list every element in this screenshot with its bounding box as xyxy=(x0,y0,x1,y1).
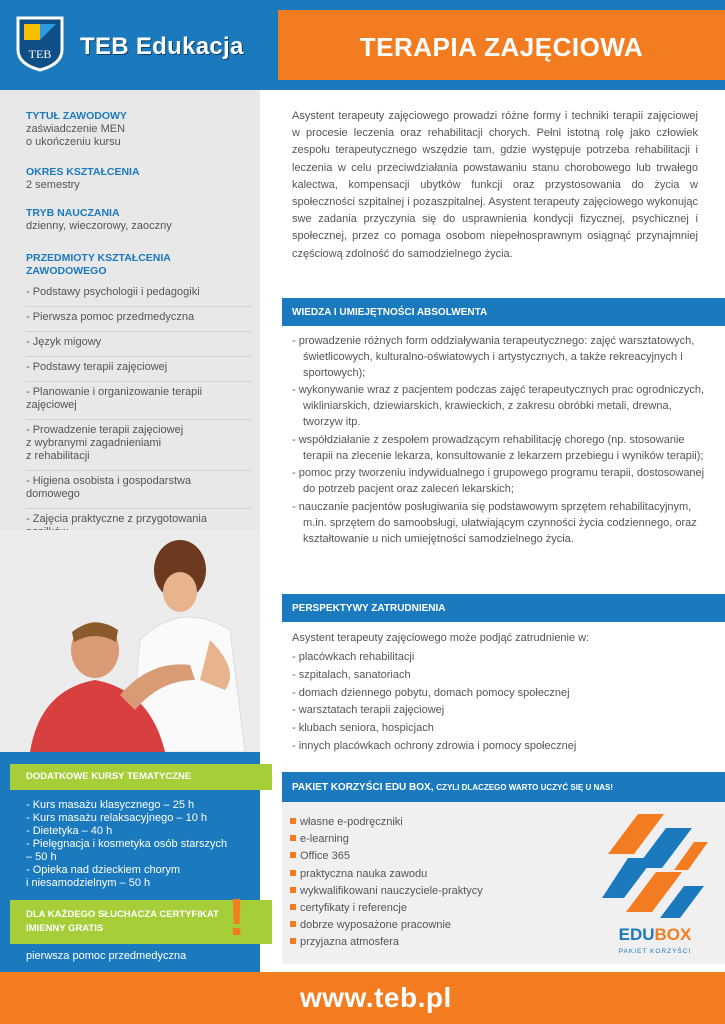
list-item: - Język migowy xyxy=(26,336,252,357)
skills-header xyxy=(282,298,725,326)
edubox-title-small: CZYLI DLACZEGO WARTO UCZYĆ SIĘ U NAS! xyxy=(436,783,614,792)
mode-value: dzienny, wieczorowy, zaoczny xyxy=(26,220,172,232)
edubox-title-main: PAKIET KORZYŚCI EDU BOX, xyxy=(292,782,434,793)
courses-list xyxy=(26,799,256,890)
benefits-list xyxy=(290,814,483,952)
subjects-label-2: ZAWODOWEGO xyxy=(26,265,107,277)
jobs-list xyxy=(292,650,712,757)
square-bullet-icon xyxy=(290,852,296,858)
benefit-text: praktyczna nauka zawodu xyxy=(300,867,428,880)
teb-shield-logo xyxy=(14,14,66,72)
list-item xyxy=(290,883,483,900)
list-item: - Zajęcia praktyczne z przygotowania xyxy=(26,513,207,525)
skills-list xyxy=(292,334,712,549)
list-item: - Kurs masażu klasycznego – 25 h xyxy=(26,799,195,811)
certificate-note: pierwsza pomoc przedmedyczna xyxy=(26,950,187,962)
mode-label: TRYB NAUCZANIA xyxy=(26,207,120,219)
page-footer xyxy=(0,972,725,1024)
subjects-heading xyxy=(26,252,171,278)
period-block xyxy=(26,166,140,192)
square-bullet-icon xyxy=(290,904,296,910)
exclamation-mark: ! xyxy=(228,889,246,947)
logo-word-edu: EDU xyxy=(618,925,655,944)
subjects-label-1: PRZEDMIOTY KSZTAŁCENIA xyxy=(26,252,171,264)
list-item: - warsztatach terapii zajęciowej xyxy=(292,704,445,717)
course-info-panel xyxy=(0,90,260,530)
square-bullet-icon xyxy=(290,870,296,876)
title-value-2: o ukończeniu kursu xyxy=(26,136,121,148)
title-label: TYTUŁ ZAWODOWY xyxy=(26,110,127,122)
benefit-text: własne e-podręczniki xyxy=(300,816,403,828)
logo-text: TEB xyxy=(28,47,52,61)
title-block xyxy=(26,110,127,149)
list-item xyxy=(290,814,483,831)
list-item: - Kurs masażu relaksacyjnego – 10 h xyxy=(26,812,207,824)
courses-header xyxy=(10,764,272,790)
therapy-photo xyxy=(0,530,260,752)
courses-title: DODATKOWE KURSY TEMATYCZNE xyxy=(26,771,192,782)
jobs-intro: Asystent terapeuty zajęciowego może podjąć zatrudnienie w: xyxy=(292,632,590,644)
period-value: 2 semestry xyxy=(26,179,80,191)
edubox-header xyxy=(282,772,725,802)
list-item: - szpitalach, sanatoriach xyxy=(292,668,411,681)
page-header xyxy=(0,0,725,90)
list-item: - Podstawy psychologii i pedagogiki xyxy=(26,286,252,307)
list-item xyxy=(290,866,483,883)
square-bullet-icon xyxy=(290,921,296,927)
benefit-text: Office 365 xyxy=(300,850,350,863)
benefit-text: przyjazna atmosfera xyxy=(300,936,400,949)
website-link[interactable]: www.teb.pl xyxy=(300,982,452,1013)
jobs-title: PERSPEKTYWY ZATRUDNIENIA xyxy=(292,603,446,614)
list-item: - wykonywanie wraz z pacjentem podczas zajęć terapeutycznych prac ogrodniczych, wikliniarskich, dziewiarskich, krawieckich, z zakresu obróbki metali, drewna, tworzyw itp. xyxy=(292,384,705,428)
certificate-line-1: DLA KAŻDEGO SŁUCHACZA CERTYFIKAT xyxy=(26,909,219,920)
benefit-text: dobrze wyposażone pracownie xyxy=(300,919,452,932)
square-bullet-icon xyxy=(290,835,296,841)
edubox-title xyxy=(292,782,613,793)
list-item: - domach dziennego pobytu, domach pomocy społecznej xyxy=(292,686,570,699)
list-item xyxy=(290,900,483,917)
list-item: - Podstawy terapii zajęciowej xyxy=(26,361,252,382)
list-item: - Pielęgnacja i kosmetyka osób starszych – 50 h xyxy=(26,838,228,863)
square-bullet-icon xyxy=(290,818,296,824)
benefit-text: certyfikaty i referencje xyxy=(300,902,407,915)
intro-text: Asystent terapeuty zajęciowego prowadzi różne formy i techniki terapii zajęciowej w procesie leczenia oraz rehabilitacji chorych. Pełni istotną rolę jako człowiek zespołu terapeutycznego wszędzie tam, gdzie występuje potrzeba rehabilitacji i leczenia w celu przeciwdziałania powstawaniu stanu chorobowego lub trwałego kalectwa, kompensacji ubytków funkcji oraz przystosowania do życia w społeczności szpitalnej i pozaszpitalnej. Asystent terapeuty zajęciowego wykonując swe zadania przyczynia się do usprawnienia kondycji fizycznej, psychicznej i społecznej, przez co pomaga osobom niepełnosprawnym osiągnąć przynajmniej częściową zdolność do samodzielnego życia. xyxy=(292,110,698,260)
list-item: - Opieka nad dzieckiem chorym i niesamodzielnym – 50 h xyxy=(26,864,181,889)
list-item: - Higiena osobista i gospodarstwa domowego xyxy=(26,475,252,509)
list-item: - pomoc przy tworzeniu indywidualnego i grupowego programu terapii, dostosowanej do potrzeb pacjent oraz zaleceń lekarskich; xyxy=(292,467,705,496)
extra-courses-panel xyxy=(0,752,260,972)
brand-name: TEB Edukacja xyxy=(80,33,244,60)
edubox-logo xyxy=(600,808,710,958)
title-bar xyxy=(278,10,725,80)
list-item: - współdziałanie z zespołem prowadzącym rehabilitację chorego (np. stosowanie terapii na zlecenie lekarza, konsultowanie z lekarzem przebiegu i wyników terapii); xyxy=(292,433,704,462)
list-item xyxy=(290,917,483,934)
list-item xyxy=(290,848,483,865)
period-label: OKRES KSZTAŁCENIA xyxy=(26,166,140,178)
benefit-text: wykwalifikowani nauczyciele-praktycy xyxy=(300,884,483,897)
list-item xyxy=(290,934,483,951)
list-item: - Prowadzenie terapii zajęciowej z wybranymi zagadnieniami z rehabilitacji xyxy=(26,424,252,471)
page-title: TERAPIA ZAJĘCIOWA xyxy=(359,32,644,62)
mode-block xyxy=(26,207,172,233)
subjects-list xyxy=(26,286,252,550)
list-item: - placówkach rehabilitacji xyxy=(292,651,415,663)
svg-text:EDUBOX xyxy=(619,925,692,944)
certificate-line-2: IMIENNY GRATIS xyxy=(26,923,104,934)
edubox-panel xyxy=(282,772,725,964)
benefit-text: e-learning xyxy=(300,833,349,846)
list-item: - innych placówkach ochrony zdrowia i pomocy społecznej xyxy=(292,739,577,752)
list-item: - klubach seniora, hospicjach xyxy=(292,722,434,735)
certificate-text xyxy=(26,908,226,936)
square-bullet-icon xyxy=(290,938,296,944)
logo-word-box: BOX xyxy=(654,925,692,944)
logo-subtitle: PAKIET KORZYŚCI xyxy=(618,948,692,955)
list-item: - nauczanie pacjentów posługiwania się podstawowym sprzętem rehabilitacyjnym, m.in. sprzętem do samoobsługi, ułatwiającym czynności życia codziennego, oraz kształtowanie u nich umiejętności samodzielnego życia. xyxy=(292,500,697,545)
certificate-banner xyxy=(10,889,272,947)
list-item: - Pierwsza pomoc przedmedyczna xyxy=(26,311,252,332)
title-value-1: zaświadczenie MEN xyxy=(26,123,126,135)
list-item: - prowadzenie różnych form oddziaływania terapeutycznego: zajęć warsztatowych, świetlicowych, kulturalno-oświatowych i artystycznych, a także rekreacyjnych i sportowych); xyxy=(292,335,695,379)
jobs-header xyxy=(282,594,725,622)
list-item xyxy=(290,831,483,848)
skills-title: WIEDZA I UMIEJĘTNOŚCI ABSOLWENTA xyxy=(292,307,488,318)
list-item: - Planowanie i organizowanie terapii zajęciowej xyxy=(26,386,252,420)
square-bullet-icon xyxy=(290,887,296,893)
list-item: - Dietetyka – 40 h xyxy=(26,825,113,837)
